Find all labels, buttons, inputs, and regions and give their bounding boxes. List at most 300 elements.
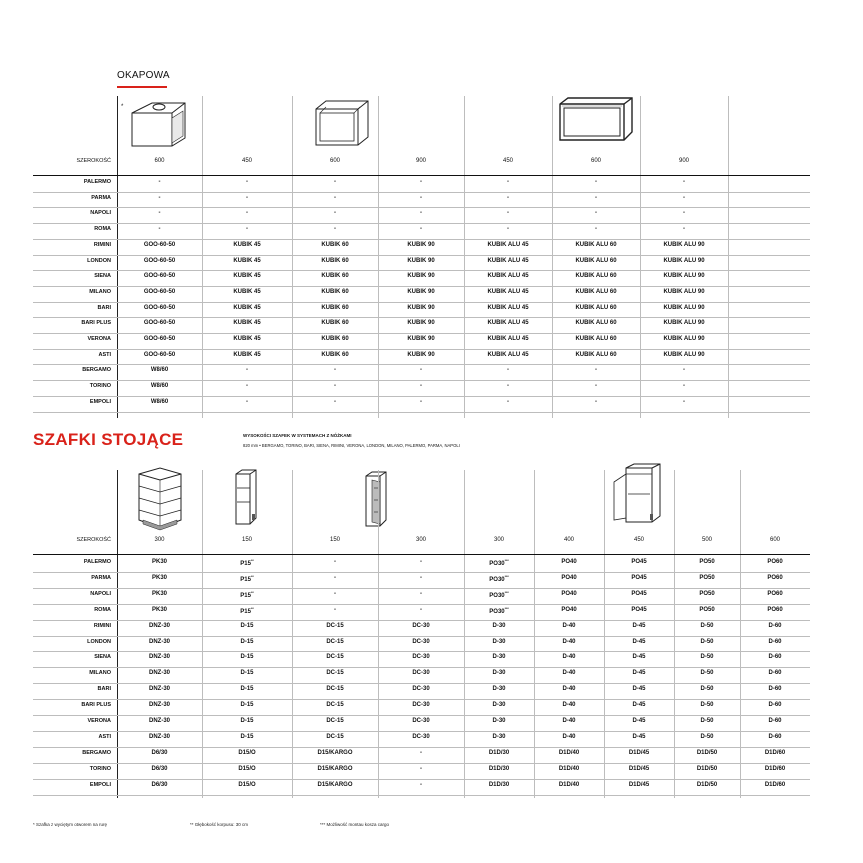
top-cell: KUBIK 45 [233,288,261,295]
top-cell: - [683,210,685,217]
legs-height-note-heading: WYSOKOŚCI SZAFEK W SYSTEMACH Z NÓŻKAMI [243,433,352,438]
top-row-label: BERGAMO [82,367,111,374]
bottom-cell: DNZ-30 [148,718,170,724]
bottom-row-divider [33,779,810,780]
top-row-label: EMPOLI [89,398,111,405]
footnote-pipe-opening: * Szafka z wyciętym otworem na rurę [33,822,108,827]
top-cell: GOO-60-50 [143,304,176,311]
bottom-row-label: NAPOLI [90,590,111,597]
bottom-width-header: 600 [769,537,780,543]
top-row-divider [33,239,810,240]
bottom-cell: DC-15 [326,622,344,629]
footnote-cargo-basket: *** Możliwość montau kosza cargo [320,822,390,827]
bottom-cell: D-30 [492,718,506,724]
top-cell: - [158,179,161,185]
top-cell: KUBIK ALU 90 [663,257,705,264]
bottom-cell: D-40 [562,718,576,724]
bottom-cell: D-45 [632,718,646,724]
top-cell: - [246,398,248,405]
bottom-cell: D-60 [768,702,782,709]
bottom-row-divider [33,572,810,573]
bottom-row-label: EMPOLI [89,781,111,788]
bottom-header-rule [33,554,810,555]
top-row-divider [33,412,810,413]
bottom-cell: - [420,781,422,788]
bottom-cell: PK30 [151,590,167,597]
top-row-divider [33,223,810,224]
bottom-cell: D1D/60 [764,749,786,756]
top-row-label: MILANO [89,288,111,295]
bottom-cell: PO60 [767,574,783,581]
bottom-cell: D-50 [700,622,714,629]
bottom-width-header: 150 [241,537,252,543]
bottom-cell: D1D/60 [764,781,786,788]
bottom-width-label: SZEROKOŚĆ [76,537,111,543]
top-width-header: 450 [502,158,513,164]
top-cell: KUBIK 90 [407,351,435,358]
bottom-row-divider [33,604,810,605]
top-cell: KUBIK ALU 90 [663,351,705,358]
top-row-label: SIENA [94,273,111,280]
bottom-cell: D-60 [768,686,782,693]
top-cell: - [334,194,336,201]
top-row-divider [33,349,810,350]
bottom-cell: DC-30 [412,733,430,740]
bottom-cell: DNZ-30 [148,733,170,740]
bottom-cell: D-45 [632,638,646,645]
top-cell: GOO-60-50 [143,288,176,295]
bottom-row-divider [33,667,810,668]
bottom-cell: D-30 [492,733,506,740]
bottom-cell: D-45 [632,654,646,661]
bottom-cell: - [334,559,336,565]
bottom-cell: PO45 [631,559,647,565]
bottom-width-header: 500 [701,537,712,543]
bottom-cell: D-40 [562,686,576,693]
bottom-cell: D1D/30 [488,781,510,788]
top-cell: KUBIK 60 [321,288,349,295]
top-row-divider [33,396,810,397]
bottom-row-divider [33,651,810,652]
top-row-divider [33,192,810,193]
bottom-cell: D6/30 [151,781,168,788]
top-cell: - [683,383,685,390]
top-cell: W8/60 [150,367,169,374]
bottom-row-divider [33,636,810,637]
bottom-row-divider [33,588,810,589]
bottom-cell: DNZ-30 [148,638,170,645]
bottom-cell: D1D/30 [488,765,510,772]
bottom-cell: D-15 [240,670,254,677]
bottom-cell: DNZ-30 [148,686,170,693]
bottom-cell: D-60 [768,733,782,740]
bottom-cell: D15/O [238,781,256,788]
top-row-label: PALERMO [83,179,111,185]
bottom-row-label: SIENA [94,654,111,661]
top-cell: - [420,179,422,185]
bottom-cell: D-50 [700,670,714,677]
top-row-divider [33,302,810,303]
top-width-label: SZEROKOŚĆ [76,158,111,164]
top-cell: - [420,367,422,374]
bottom-cell: PO60 [767,590,783,597]
top-row-label: ASTI [98,351,111,358]
top-cell: - [420,210,422,217]
top-cell: - [420,398,422,405]
top-cell: - [334,398,336,405]
bottom-cell: D-15 [240,686,254,693]
bottom-cell: D6/30 [151,749,168,756]
bottom-cell: D-50 [700,638,714,645]
bottom-row-label: BARI [97,686,111,693]
top-cell: KUBIK ALU 60 [575,351,617,358]
bottom-cell: - [420,590,422,597]
bottom-width-header: 450 [633,537,644,543]
bottom-cell: D-45 [632,670,646,677]
bottom-cell: D1D/45 [628,765,650,772]
bottom-cell: D-40 [562,670,576,677]
bottom-cell: DC-30 [412,670,430,677]
top-cell: KUBIK 90 [407,288,435,295]
corner-cabinet-illustration [133,466,187,530]
bottom-row-label: ASTI [98,733,111,740]
bottom-cell: P15** [240,590,254,599]
bottom-cell: PO40 [561,590,577,597]
top-cell: GOO-60-50 [143,336,176,342]
bottom-row-label: MILANO [89,670,111,677]
bottom-cell: D15/KARGO [317,765,353,772]
top-cell: KUBIK ALU 45 [487,351,529,358]
top-row-divider [33,207,810,208]
bottom-cell: D-40 [562,702,576,709]
bottom-cell: PO30*** [489,590,509,599]
bottom-cell: D-45 [632,702,646,709]
bottom-row-divider [33,620,810,621]
top-cell: - [246,179,248,185]
top-cell: - [246,194,248,201]
top-cell: KUBIK ALU 60 [575,336,617,342]
top-cell: KUBIK ALU 90 [663,304,705,311]
bottom-row-label: LONDON [87,638,111,645]
top-cell: - [246,210,248,217]
top-column-divider [728,96,729,418]
bottom-cell: DC-30 [412,622,430,629]
top-cell: - [595,194,597,201]
bottom-cell: DC-30 [412,638,430,645]
top-cell: - [420,383,422,390]
bottom-cell: PK30 [151,559,167,565]
top-row-label: BARI [97,304,111,311]
bottom-cell: D1D/40 [558,781,580,788]
bottom-column-divider [378,470,379,798]
bottom-cell: DNZ-30 [148,654,170,661]
bottom-cell: - [420,574,422,581]
top-cell: - [507,210,509,217]
top-cell: - [595,383,597,390]
bottom-column-divider [740,470,741,798]
top-cell: KUBIK 45 [233,351,261,358]
bottom-cell: D-40 [562,622,576,629]
bottom-cell: D-60 [768,718,782,724]
bottom-cell: DC-30 [412,686,430,693]
kubik-cabinet-illustration [312,99,372,147]
bottom-cell: D-45 [632,686,646,693]
top-cell: - [158,210,161,217]
top-cell: KUBIK 90 [407,273,435,280]
top-row-divider [33,270,810,271]
top-row-label: LONDON [87,257,111,264]
top-cell: KUBIK 60 [321,304,349,311]
top-cell: - [507,383,509,390]
top-cell: - [507,226,509,233]
bottom-cell: D-15 [240,718,254,724]
top-cell: KUBIK ALU 90 [663,273,705,280]
bottom-cell: D1D/30 [488,749,510,756]
bottom-row-label: BARI PLUS [81,702,111,709]
top-row-divider [33,380,810,381]
bottom-cell: D-30 [492,702,506,709]
bottom-cell: - [420,765,422,772]
top-width-header: 900 [415,158,426,164]
top-cell: KUBIK 60 [321,351,349,358]
top-cell: KUBIK ALU 90 [663,320,705,327]
top-cell: - [507,194,509,201]
top-cell: KUBIK 45 [233,304,261,311]
bottom-width-header: 150 [329,537,340,543]
top-cell: KUBIK ALU 60 [575,241,617,248]
bottom-cell: DC-30 [412,702,430,709]
top-cell: KUBIK 45 [233,241,261,248]
top-cell: GOO-60-50 [143,273,176,280]
top-row-divider [33,286,810,287]
top-row-label: BARI PLUS [81,320,111,327]
bottom-cell: D-30 [492,670,506,677]
bottom-cell: DNZ-30 [148,702,170,709]
bottom-row-divider [33,715,810,716]
footnote-body-depth: ** Głębokość korpusu: 30 cm [190,822,249,827]
bottom-cell: D-60 [768,622,782,629]
bottom-cell: PO60 [767,559,783,565]
bottom-cell: D-40 [562,733,576,740]
top-row-label: PARMA [91,194,111,201]
bottom-row-divider [33,699,810,700]
top-cell: KUBIK ALU 90 [663,241,705,248]
bottom-cell: - [420,559,422,565]
bottom-width-header: 300 [493,537,504,543]
bottom-cell: DNZ-30 [148,622,170,629]
bottom-row-label: ROMA [94,606,111,613]
bottom-cell: D-50 [700,733,714,740]
bottom-cell: D-30 [492,686,506,693]
bottom-cell: PK30 [151,574,167,581]
top-cell: KUBIK ALU 60 [575,304,617,311]
bottom-column-divider [117,470,118,798]
cargo-cabinet-illustration [358,470,392,530]
bottom-cell: D-40 [562,638,576,645]
bottom-cell: DC-15 [326,670,344,677]
bottom-cell: D-40 [562,654,576,661]
bottom-cell: D-15 [240,622,254,629]
bottom-cell: D1D/40 [558,765,580,772]
bottom-cell: DC-15 [326,654,344,661]
bottom-row-label: BERGAMO [82,749,111,756]
top-cell: KUBIK ALU 60 [575,288,617,295]
top-row-divider [33,333,810,334]
bottom-cell: PO40 [561,559,577,565]
top-cell: KUBIK ALU 45 [487,304,529,311]
bottom-row-divider [33,731,810,732]
bottom-cell: - [420,606,422,613]
top-row-divider [33,364,810,365]
bottom-row-label: PARMA [91,574,111,581]
bottom-cell: PO30*** [489,574,509,583]
top-cell: KUBIK 90 [407,336,435,342]
top-cell: - [420,194,422,201]
bottom-cell: P15** [240,559,254,567]
szafki-stojace-title: SZAFKI STOJĄCE [33,430,184,449]
bottom-cell: D1D/45 [628,781,650,788]
bottom-cell: D1D/40 [558,749,580,756]
top-width-header: 900 [678,158,689,164]
bottom-cell: P15** [240,606,254,615]
top-cell: KUBIK ALU 45 [487,273,529,280]
bottom-column-divider [464,470,465,798]
bottom-cell: - [334,606,336,613]
bottom-cell: D15/KARGO [317,749,353,756]
door-cabinet-illustration [612,462,664,526]
bottom-cell: PO45 [631,590,647,597]
top-cell: - [507,179,509,185]
top-cell: KUBIK 60 [321,336,349,342]
bottom-row-label: TORINO [89,765,111,772]
bottom-row-label: PALERMO [83,559,111,565]
bottom-cell: DC-30 [412,718,430,724]
bottom-cell: D15/O [238,749,256,756]
top-cell: - [334,179,336,185]
top-cell: KUBIK 45 [233,273,261,280]
top-cell: - [334,367,336,374]
bottom-column-divider [604,470,605,798]
kubik-alu-cabinet-illustration [556,96,636,142]
bottom-column-divider [534,470,535,798]
top-cell: KUBIK 45 [233,336,261,342]
hood-cabinet-illustration [127,98,187,148]
bottom-cell: DC-15 [326,638,344,645]
bottom-cell: D-30 [492,638,506,645]
bottom-cell: D-15 [240,733,254,740]
top-row-divider [33,317,810,318]
top-cell: KUBIK ALU 60 [575,257,617,264]
bottom-cell: DC-15 [326,733,344,740]
top-cell: GOO-60-50 [143,351,176,358]
top-cell: - [595,226,597,233]
bottom-row-divider [33,747,810,748]
top-cell: - [507,367,509,374]
top-cell: - [246,383,248,390]
top-cell: W8/60 [150,398,169,405]
bottom-row-divider [33,763,810,764]
top-cell: - [683,179,685,185]
top-cell: - [683,367,685,374]
top-cell: KUBIK 90 [407,320,435,327]
bottom-cell: PO50 [699,559,715,565]
bottom-cell: DC-15 [326,702,344,709]
bottom-cell: - [334,574,336,581]
bottom-cell: PO40 [561,574,577,581]
bottom-cell: D-15 [240,638,254,645]
top-row-label: RIMINI [93,241,111,248]
top-cell: KUBIK 60 [321,257,349,264]
top-row-label: ROMA [94,226,111,233]
top-row-label: TORINO [89,383,111,390]
top-cell: KUBIK 60 [321,241,349,248]
top-cell: - [246,367,248,374]
bottom-cell: D1D/50 [696,781,718,788]
top-cell: KUBIK ALU 60 [575,273,617,280]
top-cell: KUBIK ALU 45 [487,257,529,264]
okapowa-underline [117,86,167,88]
top-cell: - [595,179,597,185]
bottom-cell: D-50 [700,702,714,709]
bottom-cell: D1D/45 [628,749,650,756]
narrow-shelf-cabinet-illustration [232,468,262,528]
bottom-cell: D1D/50 [696,765,718,772]
bottom-width-header: 300 [154,537,165,543]
bottom-cell: D-30 [492,622,506,629]
top-cell: KUBIK ALU 90 [663,288,705,295]
top-cell: W8/60 [150,383,169,390]
bottom-cell: PO50 [699,590,715,597]
bottom-row-label: RIMINI [93,622,111,629]
top-row-divider [33,255,810,256]
top-cell: KUBIK 90 [407,257,435,264]
okapowa-title: OKAPOWA [117,70,170,81]
top-cell: KUBIK 60 [321,273,349,280]
top-cell: KUBIK ALU 45 [487,320,529,327]
top-cell: - [683,398,685,405]
bottom-cell: D-45 [632,622,646,629]
top-cell: KUBIK ALU 90 [663,336,705,342]
top-cell: KUBIK 60 [321,320,349,327]
top-width-header: 600 [590,158,601,164]
top-cell: KUBIK ALU 60 [575,320,617,327]
bottom-cell: PK30 [151,606,167,613]
top-width-header: 450 [241,158,252,164]
bottom-cell: - [420,749,422,756]
hood-cabinet-asterisk: * [121,104,124,110]
bottom-cell: D1D/50 [696,749,718,756]
top-cell: KUBIK 90 [407,304,435,311]
top-cell: KUBIK 45 [233,257,261,264]
top-cell: - [683,226,685,233]
top-cell: KUBIK ALU 45 [487,241,529,248]
bottom-cell: D-50 [700,654,714,661]
bottom-cell: PO40 [561,606,577,613]
bottom-cell: - [334,590,336,597]
top-cell: - [683,194,685,201]
bottom-cell: PO45 [631,574,647,581]
bottom-column-divider [202,470,203,798]
top-cell: - [334,210,336,217]
top-cell: - [246,226,248,233]
top-cell: GOO-60-50 [143,257,176,264]
bottom-cell: D6/30 [151,765,168,772]
top-cell: - [158,226,161,233]
bottom-cell: D-60 [768,638,782,645]
top-cell: KUBIK ALU 45 [487,336,529,342]
bottom-cell: D-15 [240,702,254,709]
bottom-cell: D-50 [700,718,714,724]
